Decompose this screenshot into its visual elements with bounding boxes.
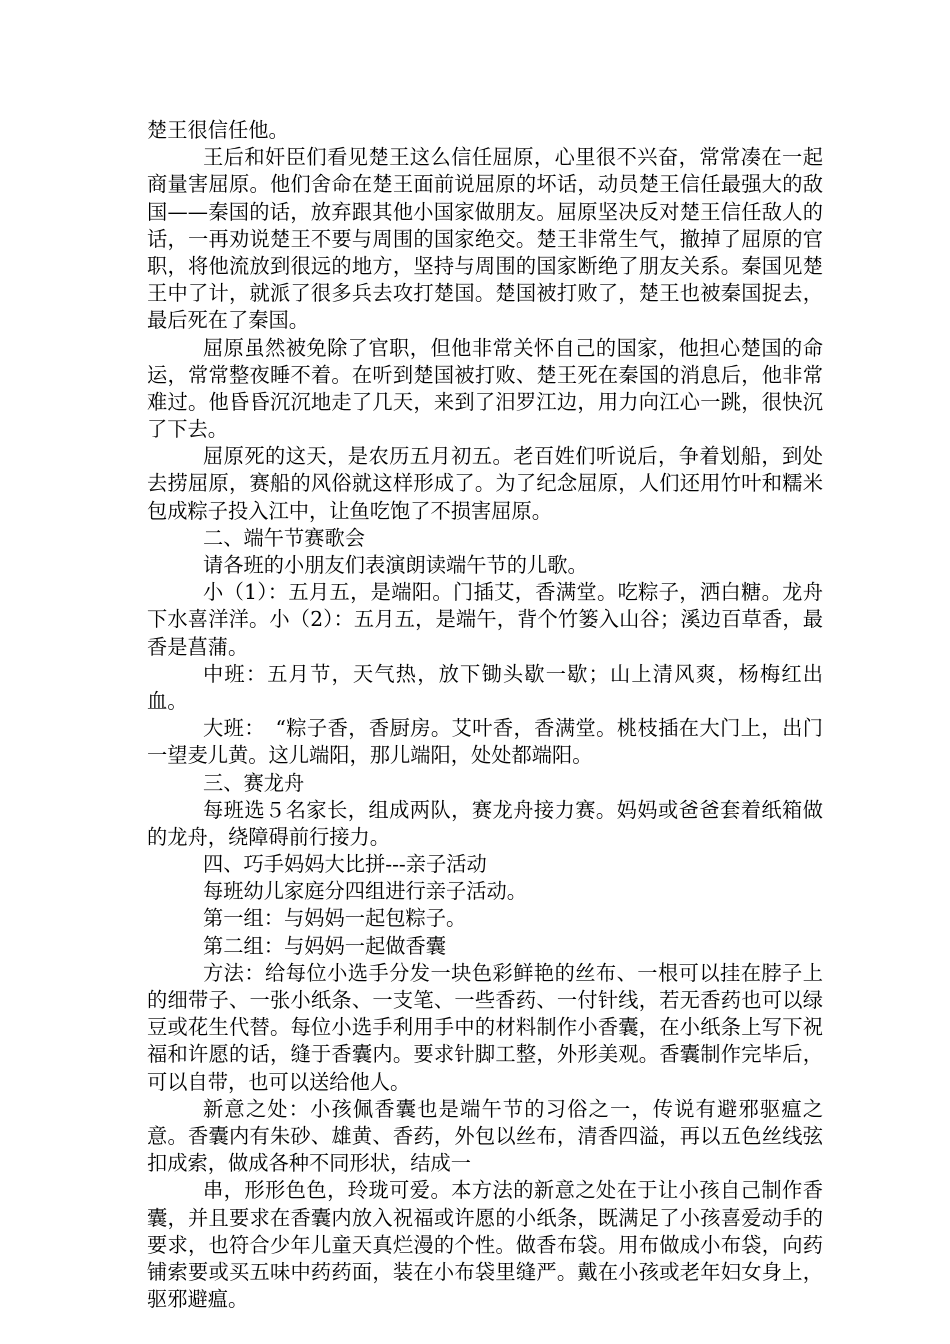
paragraph: 每班幼儿家庭分四组进行亲子活动。: [203, 879, 528, 904]
paragraph: 第一组：与妈妈一起包粽子。: [203, 906, 467, 931]
paragraph: 请各班的小朋友们表演朗读端午节的儿歌。: [203, 553, 588, 577]
paragraph: 屈原虽然被免除了官职，但他非常关怀自己的国家，他担心楚国的命运，常常整夜睡不着。在听到楚国被打败、楚王死在秦国的消息后，他非常难过。他昏昏沉沉地走了几天，来到了汨罗江边，用力向江心一跳，很快沉了下去。: [147, 335, 823, 442]
section-heading: 二、端午节赛歌会: [203, 525, 366, 550]
paragraph: 每班选５名家长，组成两队，赛龙舟接力赛。妈妈或爸爸套着纸箱做的龙舟，绕障碍前行接力。: [147, 797, 823, 849]
section-heading: 四、巧手妈妈大比拼---亲子活动: [203, 852, 487, 877]
paragraph: 串，形形色色，玲珑可爱。本方法的新意之处在于让小孩自己制作香囊，并且要求在香囊内放入祝福或许愿的小纸条，既满足了小孩喜爱动手的要求，也符合少年儿童天真烂漫的个性。做香布袋。用布做成小布袋，向药铺索要或买五味中药药面，装在小布袋里缝严。戴在小孩或老年妇女身上，驱邪避瘟。: [147, 1178, 823, 1312]
paragraph: 小（1）：五月五，是端阳。门插艾，香满堂。吃粽子，洒白糖。龙舟下水喜洋洋。小（2）：五月五，是端午，背个竹篓入山谷；溪边百草香，最香是菖蒲。: [147, 580, 823, 659]
paragraph: 大班： “粽子香，香厨房。艾叶香，香满堂。桃枝插在大门上，出门一望麦儿黄。这儿端阳，那儿端阳，处处都端阳。: [147, 716, 823, 768]
paragraph: 楚王很信任他。: [147, 118, 289, 142]
paragraph: 第二组：与妈妈一起做香囊: [203, 933, 447, 958]
paragraph: 屈原死的这天，是农历五月初五。老百姓们听说后，争着划船，到处去捞屈原，赛船的风俗就这样形成了。为了纪念屈原，人们还用竹叶和糯米包成粽子投入江中，让鱼吃饱了不损害屈原。: [147, 444, 823, 523]
paragraph: 新意之处：小孩佩香囊也是端午节的习俗之一，传说有避邪驱瘟之意。香囊内有朱砂、雄黄、香药，外包以丝布，清香四溢，再以五色丝线弦扣成索，做成各种不同形状，结成一: [147, 1096, 823, 1176]
paragraph: 方法：给每位小选手分发一块色彩鲜艳的丝布、一根可以挂在脖子上的细带子、一张小纸条、一支笔、一些香药、一付针线，若无香药也可以绿豆或花生代替。每位小选手利用手中的材料制作小香囊，在小纸条上写下祝福和许愿的话，缝于香囊内。要求针脚工整，外形美观。香囊制作完毕后，可以自带，也可以送给他人。: [147, 960, 823, 1094]
document-body: [147, 117, 823, 1313]
paragraph: 王后和奸臣们看见楚王这么信任屈原，心里很不兴奋，常常凑在一起商量害屈原。他们舍命在楚王面前说屈原的坏话，动员楚王信任最强大的敌国——秦国的话，放弃跟其他小国家做朋友。屈原坚决反对楚王信任敌人的话，一再劝说楚王不要与周围的国家绝交。楚王非常生气，撤掉了屈原的官职，将他流放到很远的地方，坚持与周围的国家断绝了朋友关系。秦国见楚王中了计，就派了很多兵去攻打楚国。楚国被打败了，楚王也被秦国捉去，最后死在了秦国。: [147, 145, 823, 333]
paragraph: 中班：五月节，天气热，放下锄头歇一歇；山上清风爽，杨梅红出血。: [147, 661, 823, 713]
section-heading: 三、赛龙舟: [203, 770, 305, 795]
